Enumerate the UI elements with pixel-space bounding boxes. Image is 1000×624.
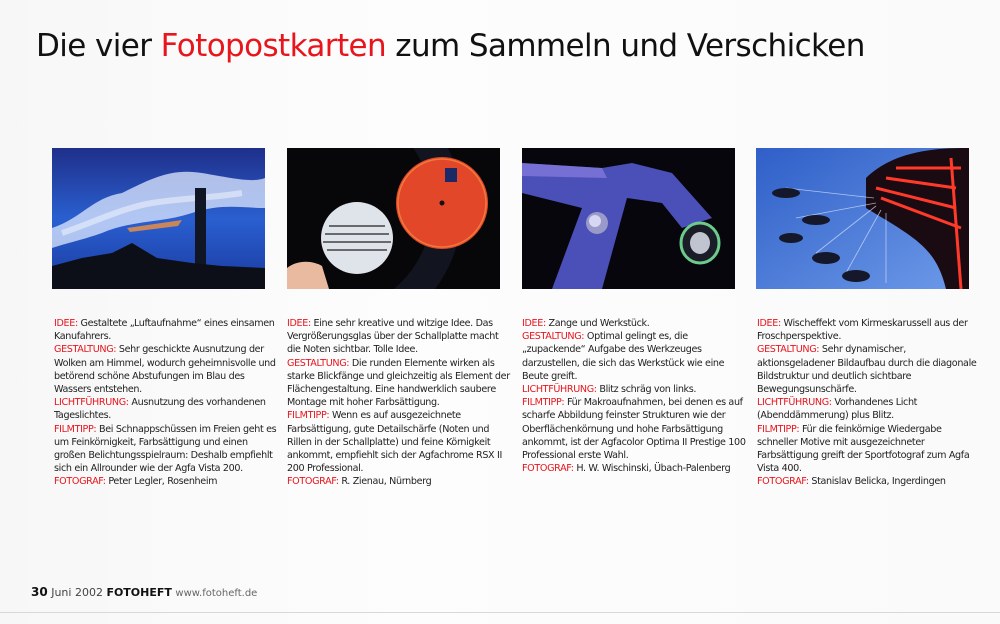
sky-canoe-photo	[52, 148, 265, 289]
fotograf-paragraph	[757, 475, 982, 488]
lichtfuehrung-text: Ausnutzung des vorhandenen Tageslichtes.	[54, 397, 266, 422]
gestaltung-text: Sehr dynamischer, aktionsgeladener Bildaufbau durch die diagonale Bildstruktur und deutlich sichtbare Bewegungsunschärfe.	[757, 344, 977, 396]
page-number: 30	[31, 585, 48, 599]
card-text-4	[757, 317, 982, 489]
idee-label: IDEE:	[287, 318, 311, 329]
gestaltung-text: Optimal gelingt es, die „zupackende“ Aufgabe des Werkzeuges darzustellen, die sich das Werkstück wie eine Beute greift.	[522, 331, 725, 382]
fotograf-text: R. Zienau, Nürnberg	[338, 476, 432, 488]
card-text-1	[54, 317, 280, 489]
idee-text: Zange und Werkstück.	[545, 318, 650, 329]
fotograf-paragraph	[54, 475, 280, 488]
filmtipp-paragraph	[757, 423, 982, 476]
lichtfuehrung-label: LICHTFÜHRUNG:	[54, 397, 129, 409]
gestaltung-paragraph	[522, 330, 748, 383]
idee-label: IDEE:	[757, 318, 781, 329]
lichtfuehrung-paragraph	[54, 396, 280, 422]
fotograf-paragraph	[287, 475, 513, 488]
gestaltung-text: Sehr geschickte Ausnutzung der Wolken am Himmel, wodurch geheimnisvolle und betörend schöne Abstufungen im Blau des Wassers entstehen.	[54, 344, 276, 396]
record-magnifier-photo	[287, 148, 500, 289]
filmtipp-label: FILMTIPP:	[54, 423, 97, 435]
idee-paragraph	[522, 317, 748, 330]
fotograf-label: FOTOGRAF:	[287, 476, 339, 488]
idee-text: Gestaltete „Luftaufnahme“ eines einsamen Kanufahrers.	[54, 318, 275, 343]
card-text-3	[522, 317, 748, 475]
lichtfuehrung-text: Vorhandenes Licht (Abenddämmerung) plus Blitz.	[757, 397, 918, 422]
idee-text: Eine sehr kreative und witzige Idee. Das Vergrößerungsglas über der Schallplatte macht die Noten sichtbar. Tolle Idee.	[287, 318, 499, 356]
gestaltung-label: GESTALTUNG:	[287, 357, 350, 369]
idee-paragraph	[757, 317, 982, 343]
gestaltung-label: GESTALTUNG:	[522, 331, 585, 343]
lichtfuehrung-paragraph	[757, 396, 982, 422]
title-pre: Die vier	[36, 28, 161, 64]
title-post: zum Sammeln und Verschicken	[386, 28, 865, 64]
page-title	[36, 28, 976, 64]
lichtfuehrung-label: LICHTFÜHRUNG:	[522, 384, 597, 396]
fotograf-text: H. W. Wischinski, Übach-Palenberg	[573, 463, 731, 475]
page-footer	[31, 585, 257, 599]
filmtipp-text: Für die feinkörnige Wiedergabe schneller Motive mit ausgezeichneter Farbsättigung greift der Sportfotograf zum Agfa Vista 400.	[757, 423, 970, 475]
filmtipp-text: Bei Schnappschüssen im Freien geht es um Feinkörnigkeit, Farbsättigung und einen großen Belichtungsspielraum: Deshalb empfiehlt sich ein Allrounder wie der Agfa Vista 200.	[54, 423, 277, 475]
filmtipp-label: FILMTIPP:	[522, 397, 565, 409]
fotograf-text: Stanislav Belicka, Ingerdingen	[808, 476, 946, 488]
fotograf-label: FOTOGRAF:	[757, 476, 809, 488]
bottom-divider	[0, 612, 1000, 613]
idee-paragraph	[54, 317, 280, 343]
wrench-photo	[522, 148, 735, 289]
idee-paragraph	[287, 317, 513, 357]
idee-text: Wischeffekt vom Kirmeskarussell aus der Froschperspektive.	[757, 318, 968, 343]
gestaltung-paragraph	[287, 357, 513, 410]
issue-date: Juni 2002	[51, 586, 103, 599]
fotograf-paragraph	[522, 462, 748, 475]
fotograf-label: FOTOGRAF:	[54, 476, 106, 488]
magazine-url[interactable]: www.fotoheft.de	[175, 588, 258, 599]
lichtfuehrung-paragraph	[522, 383, 748, 396]
filmtipp-paragraph	[522, 396, 748, 462]
lichtfuehrung-text: Blitz schräg von links.	[596, 384, 697, 396]
filmtipp-text: Wenn es auf ausgezeichnete Farbsättigung, gute Detailschärfe (Noten und Rillen in der Schallplatte) und feine Körnigkeit ankommt, empfiehlt sich der Agfachrome RSX II 200 Professional.	[287, 410, 502, 475]
filmtipp-text: Für Makroaufnahmen, bei denen es auf scharfe Abbildung feinster Strukturen wie der Oberflächenkörnung und hohe Farbsättigung ankommt, ist der Agfacolor Optima II Prestige 100 Professional erste Wahl.	[522, 397, 746, 462]
title-accent: Fotopostkarten	[160, 28, 387, 64]
carousel-photo	[756, 148, 969, 289]
filmtipp-label: FILMTIPP:	[287, 410, 330, 422]
filmtipp-label: FILMTIPP:	[757, 423, 800, 435]
gestaltung-label: GESTALTUNG:	[757, 344, 820, 356]
gestaltung-text: Die runden Elemente wirken als starke Blickfänge und gleichzeitig als Element der Flächengestaltung. Eine handwerklich saubere Montage mit hoher Farbsättigung.	[287, 357, 510, 409]
idee-label: IDEE:	[522, 318, 546, 329]
lichtfuehrung-label: LICHTFÜHRUNG:	[757, 397, 832, 409]
card-text-2	[287, 317, 513, 489]
idee-label: IDEE:	[54, 318, 78, 329]
fotograf-label: FOTOGRAF:	[522, 463, 574, 475]
magazine-brand: FOTOHEFT	[106, 586, 172, 599]
gestaltung-paragraph	[757, 343, 982, 396]
gestaltung-label: GESTALTUNG:	[54, 344, 117, 356]
fotograf-text: Peter Legler, Rosenheim	[105, 476, 218, 488]
gestaltung-paragraph	[54, 343, 280, 396]
filmtipp-paragraph	[54, 423, 280, 476]
filmtipp-paragraph	[287, 409, 513, 475]
